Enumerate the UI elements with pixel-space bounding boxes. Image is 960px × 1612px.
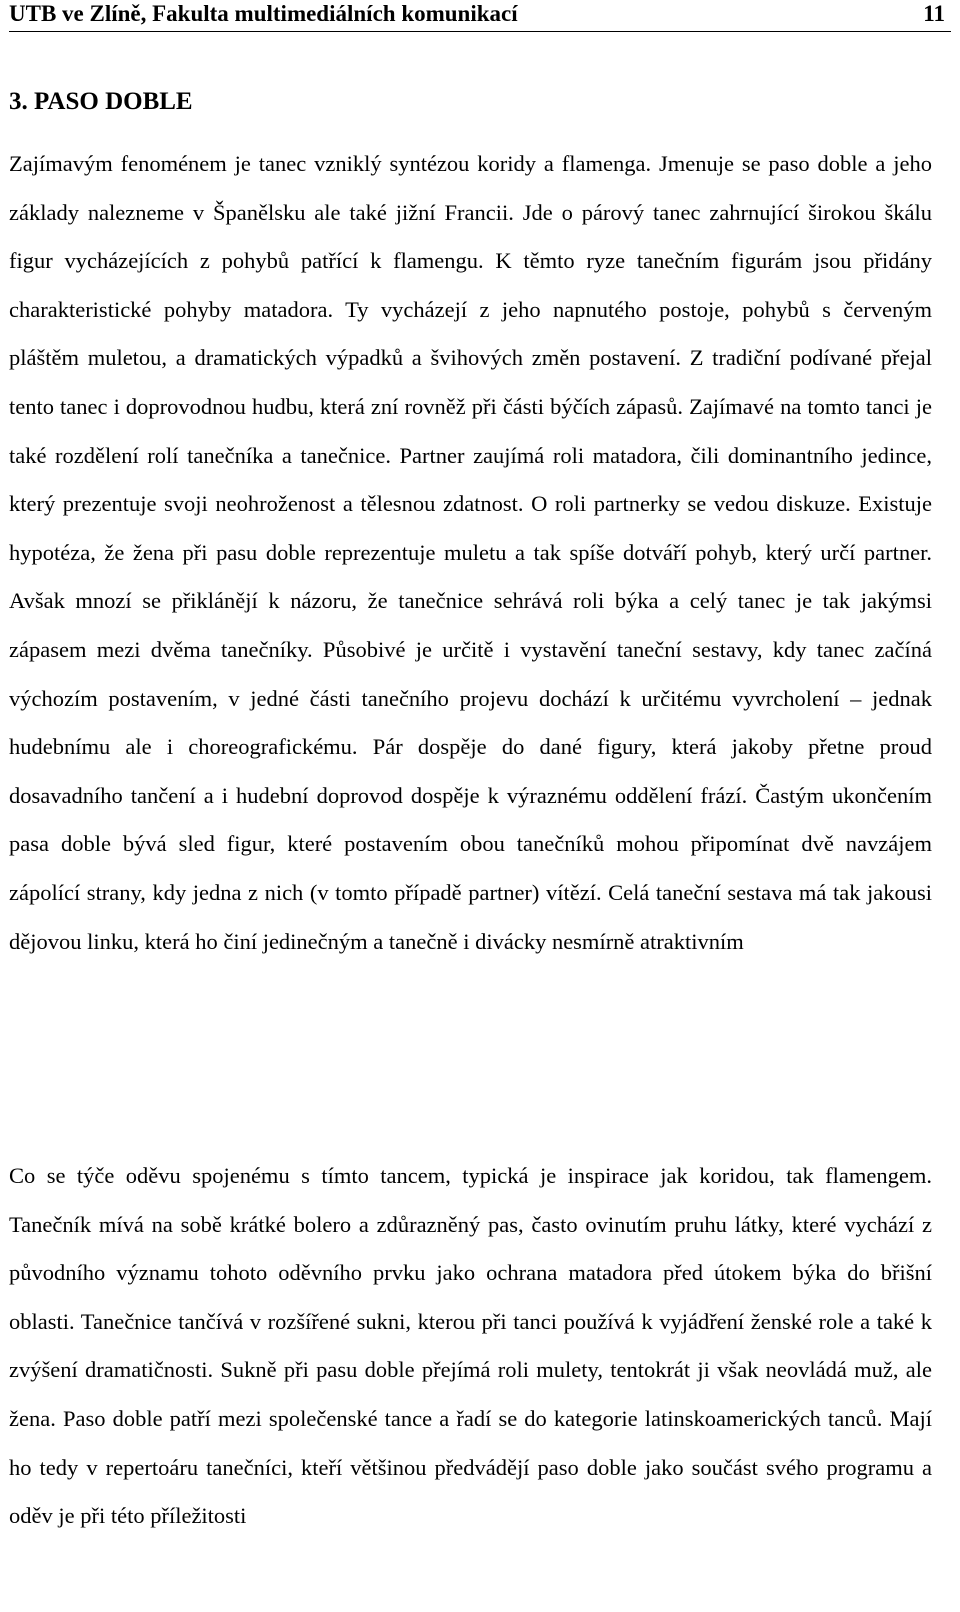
- header-title: UTB ve Zlíně, Fakulta multimediálních komunikací: [9, 1, 518, 26]
- chapter-heading: 3. PASO DOBLE: [9, 88, 193, 115]
- body-paragraph: Zajímavým fenoménem je tanec vzniklý syntézou koridy a flamenga. Jmenuje se paso doble a jeho základy nalezneme v Španělsku ale také jižní Francii. Jde o párový tanec zahrnující širokou škálu figur vycházejících z pohybů patřící k flamengu. K těmto ryze tanečním figurám jsou přidány charakteristické pohyby matadora. Ty vycházejí z jeho napnutého postoje, pohybů s červeným pláštěm muletou, a dramatických výpadků a švihových změn postavení. Z tradiční podívané přejal tento tanec i doprovodnou hudbu, která zní rovněž při části býčích zápasů. Zajímavé na tomto tanci je také rozdělení rolí tanečníka a tanečnice. Partner zaujímá roli matadora, čili dominantního jedince, který prezentuje svoji neohroženost a tělesnou zdatnost. O roli partnerky se vedou diskuze. Existuje hypotéza, že žena při pasu doble reprezentuje muletu a tak spíše dotváří pohyb, který určí partner. Avšak mnozí se přiklánějí k názoru, že tanečnice sehrává roli býka a celý tanec je tak jakýmsi zápasem mezi dvěma tanečníky. Působivé je určitě i vystavění taneční sestavy, kdy tanec začíná výchozím postavením, v jedné části tanečního projevu dochází k určitému vyvrcholení – jednak hudebnímu ale i choreografickému. Pár dospěje do dané figury, která jakoby přetne proud dosavadního tančení a i hudební doprovod dospěje k výraznému oddělení frází. Častým ukončením pasa doble bývá sled figur, které postavením obou tanečníků mohou připomínat dvě navzájem zápolící strany, kdy jedna z nich (v tomto případě partner) vítězí. Celá taneční sestava má tak jakousi dějovou linku, která ho činí jedinečným a tanečně i divácky nesmírně atraktivním: [9, 151, 932, 954]
- body-paragraph: Co se týče oděvu spojenému s tímto tancem, typická je inspirace jak koridou, tak flamengem. Tanečník mívá na sobě krátké bolero a zdůrazněný pas, často ovinutím pruhu látky, které vychází z původního významu tohoto oděvního prvku jako ochrana matadora před útokem býka do břišní oblasti. Tanečnice tančívá v rozšířené sukni, kterou při tanci používá k vyjádření ženské role a také k zvýšení dramatičnosti. Sukně při pasu doble přejímá roli mulety, tentokrát ji však neovládá muž, ale žena. Paso doble patří mezi společenské tance a řadí se do kategorie latinskoamerických tanců. Mají ho tedy v repertoáru tanečníci, kteří většinou předvádějí paso doble jako součást svého programu a oděv je při této příležitosti: [9, 1163, 932, 1529]
- page-header: [9, 0, 951, 32]
- page-number: 11: [923, 1, 945, 26]
